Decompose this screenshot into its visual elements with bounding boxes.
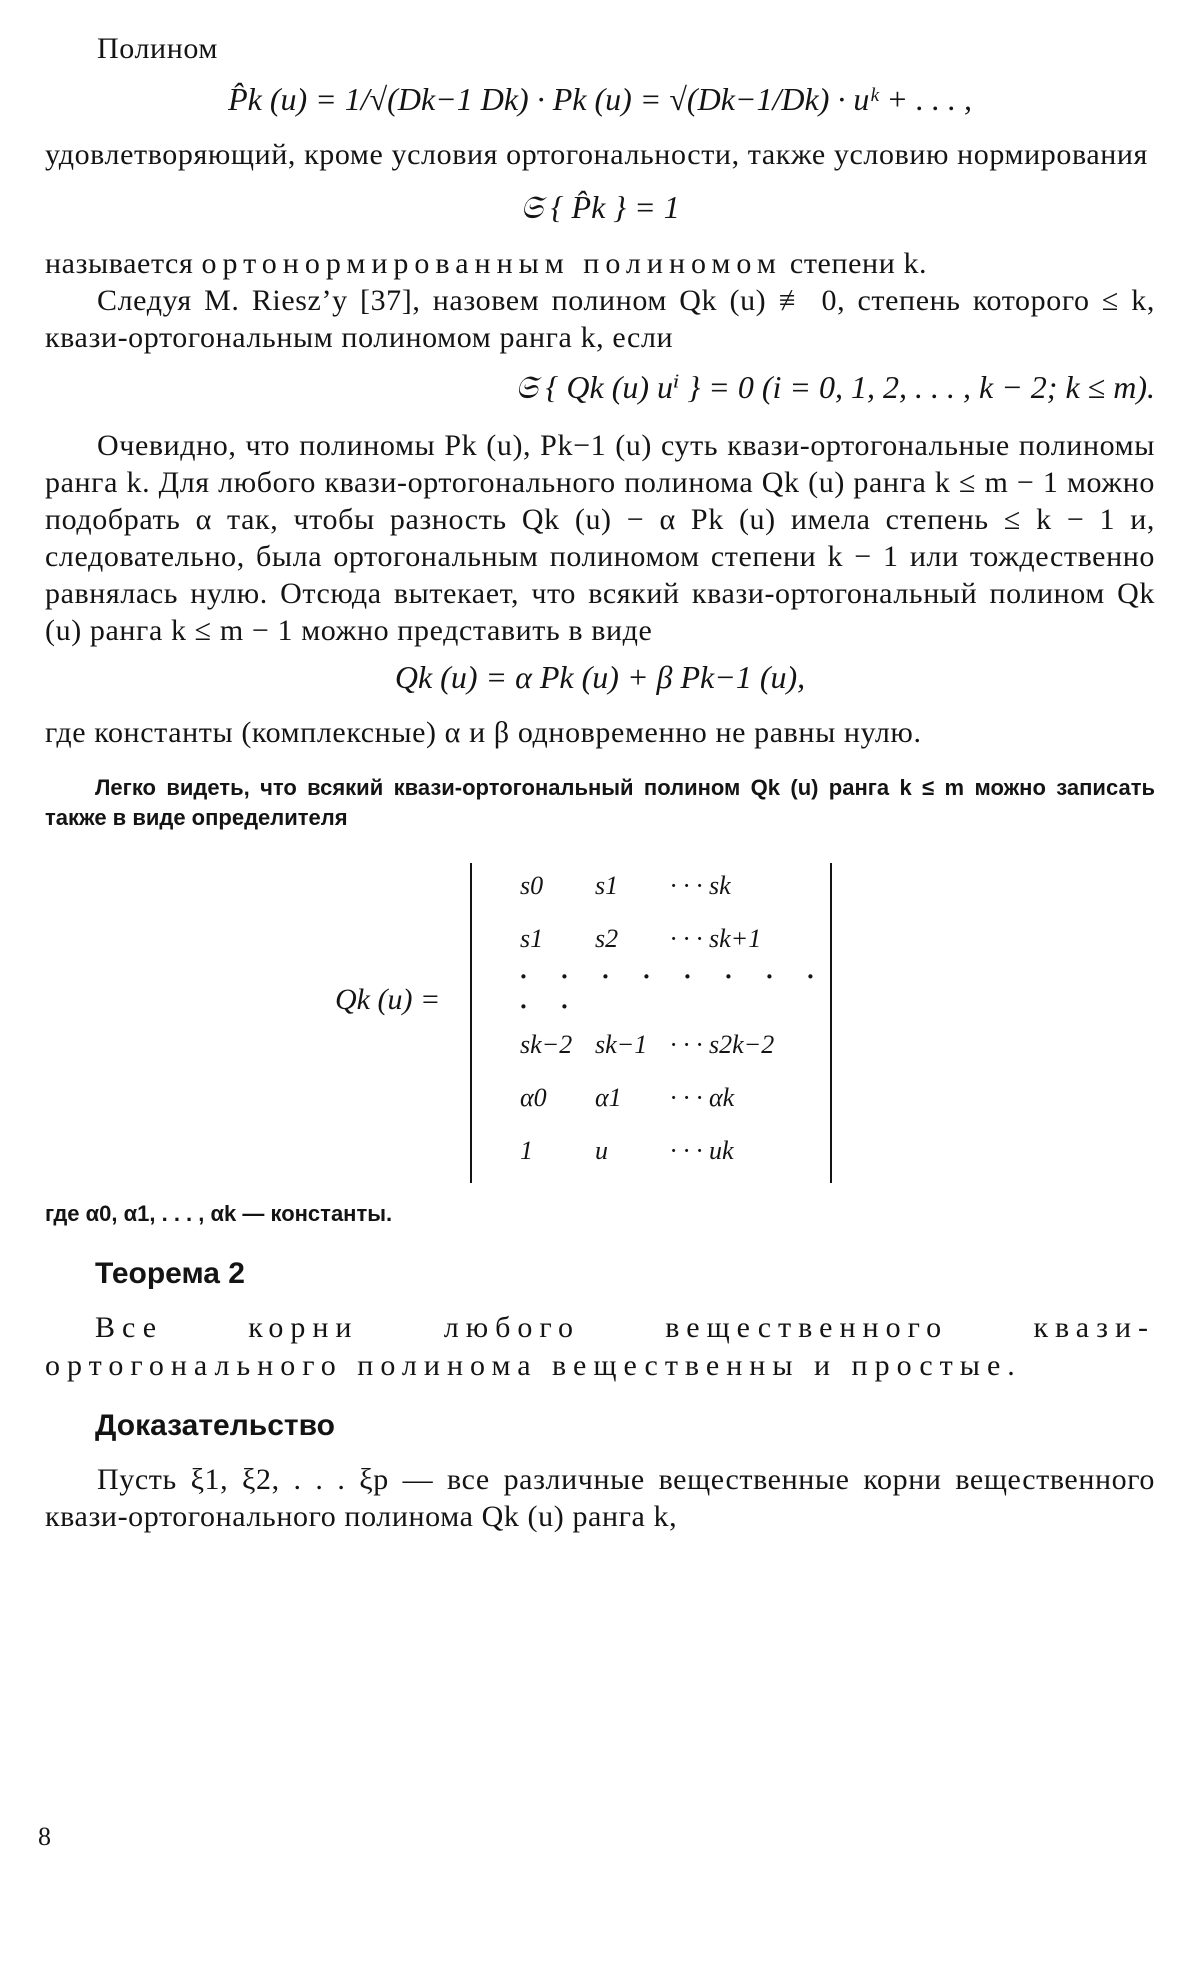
- formula-normalization: 𝔖 { P̂k } = 1: [520, 189, 680, 225]
- determinant-dots-row: · · · · · · · · · ·: [520, 961, 828, 1021]
- small-text-constants: где α0, α1, . . . , αk — константы.: [45, 1201, 393, 1226]
- determinant-cell: α1: [595, 1082, 622, 1112]
- formula-quasi-orthogonal-condition: 𝔖 { Qk (u) uⁱ } = 0 (i = 0, 1, 2, . . . , k − 2; k ≤ m).: [515, 369, 1155, 405]
- determinant-row: [520, 912, 860, 965]
- determinant-cell: 1: [520, 1135, 533, 1165]
- determinant-cell: α0: [520, 1082, 547, 1112]
- determinant-cell: s1: [595, 870, 619, 900]
- determinant-row: [520, 1018, 860, 1071]
- determinant-cell: · · · s2k−2: [670, 1029, 775, 1059]
- determinant-cell: · · · αk: [670, 1082, 735, 1112]
- determinant-row: [520, 859, 860, 912]
- orthonormal-term: ортонормированным полиномом: [201, 247, 782, 280]
- paragraph-constants: где константы (комплексные) α и β одновременно не равны нулю.: [45, 716, 922, 749]
- page-number: 8: [38, 1822, 51, 1851]
- formula-normalized-polynomial: P̂k (u) = 1/√(Dk−1 Dk) · Pk (u) = √(Dk−1/Dk) · uᵏ + . . . ,: [228, 81, 972, 117]
- theorem-title: Теорема 2: [95, 1257, 245, 1290]
- determinant-cell: · · · sk+1: [670, 923, 762, 953]
- determinant-row: [520, 961, 860, 1021]
- determinant-label: Qk (u) =: [335, 983, 441, 1016]
- determinant-cell: s2: [595, 923, 619, 953]
- determinant-cell: s1: [520, 923, 544, 953]
- determinant-row: [520, 1124, 860, 1177]
- intro-word: Полином: [97, 32, 218, 65]
- proof-title: Доказательство: [95, 1409, 335, 1442]
- determinant-cell: sk−1: [595, 1029, 648, 1059]
- determinant-row: [520, 1071, 860, 1124]
- paragraph-obvious: Очевидно, что полиномы Pk (u), Pk−1 (u) суть квази-ортогональные полиномы ранга k. Для любого квази-ортогонального полинома Qk (u) ранга k ≤ m − 1 можно подобрать α так, чтобы разность Qk (u) − α Pk (u) имела степень ≤ k − 1 и, следовательно, была ортогональным полиномом степени k − 1 или тождественно равнялась нулю. Отсюда вытекает, что всякий квази-ортогональный полином Qk (u) ранга k ≤ m − 1 можно представить в виде: [45, 429, 1155, 647]
- determinant-block: [45, 853, 1155, 1193]
- determinant-left-bar: [470, 863, 472, 1183]
- determinant-cell: sk−2: [520, 1029, 573, 1059]
- theorem-body: Все корни любого вещественного квази-ортогонального полинома вещественны и простые.: [45, 1311, 1155, 1382]
- orthonormal-suffix: степени k.: [781, 247, 928, 280]
- small-text-determinant-intro: Легко видеть, что всякий квази-ортогональный полином Qk (u) ранга k ≤ m можно записать также в виде определителя: [45, 775, 1155, 830]
- determinant-cell: · · · sk: [670, 870, 731, 900]
- paragraph-proof: Пусть ξ1, ξ2, . . . ξp — все различные вещественные корни вещественного квази-ортогонального полинома Qk (u) ранга k,: [45, 1463, 1155, 1533]
- determinant-cell: · · · uk: [670, 1135, 734, 1165]
- formula-representation: Qk (u) = α Pk (u) + β Pk−1 (u),: [394, 659, 806, 695]
- paragraph-normalization: удовлетворяющий, кроме условия ортогональности, также условию нормирования: [45, 138, 1148, 171]
- determinant-cell: s0: [520, 870, 544, 900]
- determinant-grid: [520, 859, 860, 1177]
- determinant-cell: u: [595, 1135, 608, 1165]
- orthonormal-prefix: называется: [45, 247, 202, 280]
- paragraph-orthonormal: [45, 245, 1155, 282]
- page-body: [45, 30, 1155, 1535]
- paragraph-quasi-orthogonal-definition: Следуя M. Riesz’y [37], назовем полином Qk (u) ≢ 0, степень которого ≤ k, квази-ортогональным полиномом ранга k, если: [45, 284, 1155, 354]
